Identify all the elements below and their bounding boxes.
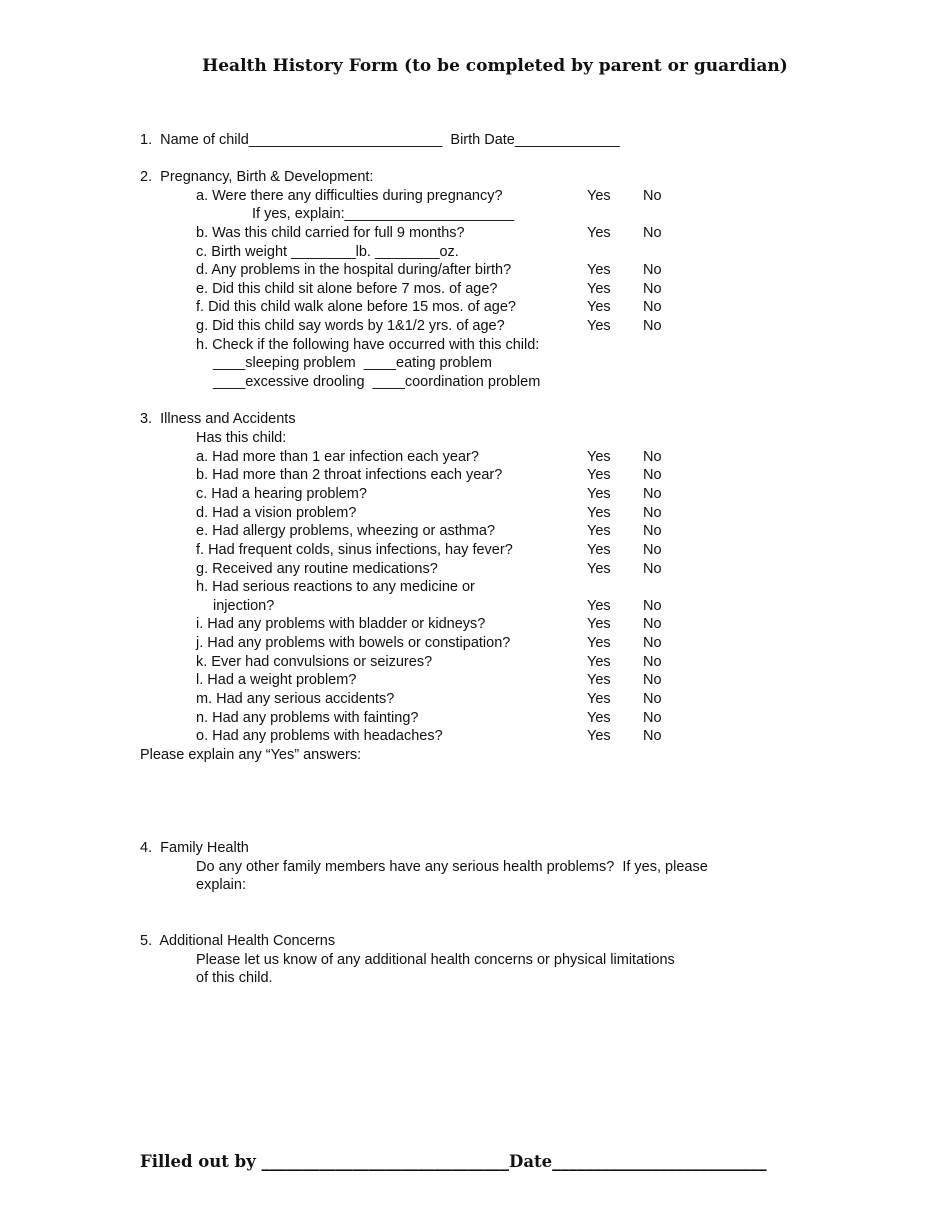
q2a: a. Were there any difficulties during pregnancy? — [196, 188, 503, 204]
q2e-yes[interactable]: Yes — [587, 281, 611, 297]
q3i-yes[interactable]: Yes — [587, 616, 611, 632]
q2b: b. Was this child carried for full 9 months? — [196, 225, 465, 241]
q3k-no[interactable]: No — [643, 654, 662, 670]
q3g: g. Received any routine medications? — [196, 561, 438, 577]
q3c-no[interactable]: No — [643, 486, 662, 502]
name-birthdate-line[interactable]: 1. Name of child________________________ Birth Date_____________ — [140, 132, 620, 148]
q2c-birth-weight[interactable]: c. Birth weight ________lb. ________oz. — [196, 244, 459, 260]
q2b-yes[interactable]: Yes — [587, 225, 611, 241]
q3o-no[interactable]: No — [643, 728, 662, 744]
family-health-line-2[interactable]: explain: — [196, 877, 246, 893]
q2f: f. Did this child walk alone before 15 mos. of age? — [196, 299, 516, 315]
q3d-no[interactable]: No — [643, 505, 662, 521]
q3b-yes[interactable]: Yes — [587, 467, 611, 483]
q3g-yes[interactable]: Yes — [587, 561, 611, 577]
q3n-no[interactable]: No — [643, 710, 662, 726]
q3d-yes[interactable]: Yes — [587, 505, 611, 521]
q3n: n. Had any problems with fainting? — [196, 710, 419, 726]
q3m-no[interactable]: No — [643, 691, 662, 707]
q3l: l. Had a weight problem? — [196, 672, 357, 688]
family-health-line-1: Do any other family members have any serious health problems? If yes, please — [196, 859, 708, 875]
q2a-yes[interactable]: Yes — [587, 188, 611, 204]
section-4-heading: 4. Family Health — [140, 840, 249, 856]
explain-yes-prompt[interactable]: Please explain any “Yes” answers: — [140, 747, 362, 763]
q3f: f. Had frequent colds, sinus infections, hay fever? — [196, 542, 513, 558]
q3j: j. Had any problems with bowels or constipation? — [196, 635, 511, 651]
q3m-yes[interactable]: Yes — [587, 691, 611, 707]
q2f-yes[interactable]: Yes — [587, 299, 611, 315]
q3a: a. Had more than 1 ear infection each year? — [196, 449, 479, 465]
q3c: c. Had a hearing problem? — [196, 486, 367, 502]
q3j-no[interactable]: No — [643, 635, 662, 651]
q2b-no[interactable]: No — [643, 225, 662, 241]
q3k: k. Ever had convulsions or seizures? — [196, 654, 433, 670]
q3l-no[interactable]: No — [643, 672, 662, 688]
q3o-yes[interactable]: Yes — [587, 728, 611, 744]
q2h: h. Check if the following have occurred with this child: — [196, 337, 540, 353]
q3n-yes[interactable]: Yes — [587, 710, 611, 726]
q3b-no[interactable]: No — [643, 467, 662, 483]
q3e-no[interactable]: No — [643, 523, 662, 539]
q3b: b. Had more than 2 throat infections each year? — [196, 467, 503, 483]
q3g-no[interactable]: No — [643, 561, 662, 577]
q3-intro: Has this child: — [196, 430, 287, 446]
q2h-checklist-2[interactable]: ____excessive drooling ____coordination problem — [213, 374, 541, 390]
q3a-no[interactable]: No — [643, 449, 662, 465]
q2g: g. Did this child say words by 1&1/2 yrs. of age? — [196, 318, 505, 334]
q2g-yes[interactable]: Yes — [587, 318, 611, 334]
q3i-no[interactable]: No — [643, 616, 662, 632]
q2a-explain[interactable]: If yes, explain:_____________________ — [252, 206, 515, 222]
q2a-no[interactable]: No — [643, 188, 662, 204]
q2d: d. Any problems in the hospital during/after birth? — [196, 262, 512, 278]
q3h-no[interactable]: No — [643, 598, 662, 614]
q3h: h. Had serious reactions to any medicine or — [196, 579, 475, 595]
q2h-checklist-1[interactable]: ____sleeping problem ____eating problem — [213, 355, 492, 371]
section-3-heading: 3. Illness and Accidents — [140, 411, 296, 427]
q3m: m. Had any serious accidents? — [196, 691, 395, 707]
section-5-heading: 5. Additional Health Concerns — [140, 933, 336, 949]
q2d-no[interactable]: No — [643, 262, 662, 278]
q3e: e. Had allergy problems, wheezing or asthma? — [196, 523, 496, 539]
q3e-yes[interactable]: Yes — [587, 523, 611, 539]
q3c-yes[interactable]: Yes — [587, 486, 611, 502]
q3h-yes[interactable]: Yes — [587, 598, 611, 614]
form-title: Health History Form (to be completed by parent or guardian) — [202, 56, 788, 76]
q3i: i. Had any problems with bladder or kidneys? — [196, 616, 486, 632]
additional-concerns-line-1: Please let us know of any additional health concerns or physical limitations — [196, 952, 675, 968]
q2g-no[interactable]: No — [643, 318, 662, 334]
q2f-no[interactable]: No — [643, 299, 662, 315]
filled-out-by-date-line[interactable]: Filled out by ______________________________Date__________________________ — [140, 1152, 767, 1171]
q3k-yes[interactable]: Yes — [587, 654, 611, 670]
q3d: d. Had a vision problem? — [196, 505, 357, 521]
q2d-yes[interactable]: Yes — [587, 262, 611, 278]
q3o: o. Had any problems with headaches? — [196, 728, 443, 744]
q3f-no[interactable]: No — [643, 542, 662, 558]
q2e: e. Did this child sit alone before 7 mos. of age? — [196, 281, 498, 297]
q3j-yes[interactable]: Yes — [587, 635, 611, 651]
q3l-yes[interactable]: Yes — [587, 672, 611, 688]
q3f-yes[interactable]: Yes — [587, 542, 611, 558]
q3a-yes[interactable]: Yes — [587, 449, 611, 465]
q3h-cont: injection? — [213, 598, 275, 614]
q2e-no[interactable]: No — [643, 281, 662, 297]
section-2-heading: 2. Pregnancy, Birth & Development: — [140, 169, 374, 185]
additional-concerns-line-2[interactable]: of this child. — [196, 970, 273, 986]
